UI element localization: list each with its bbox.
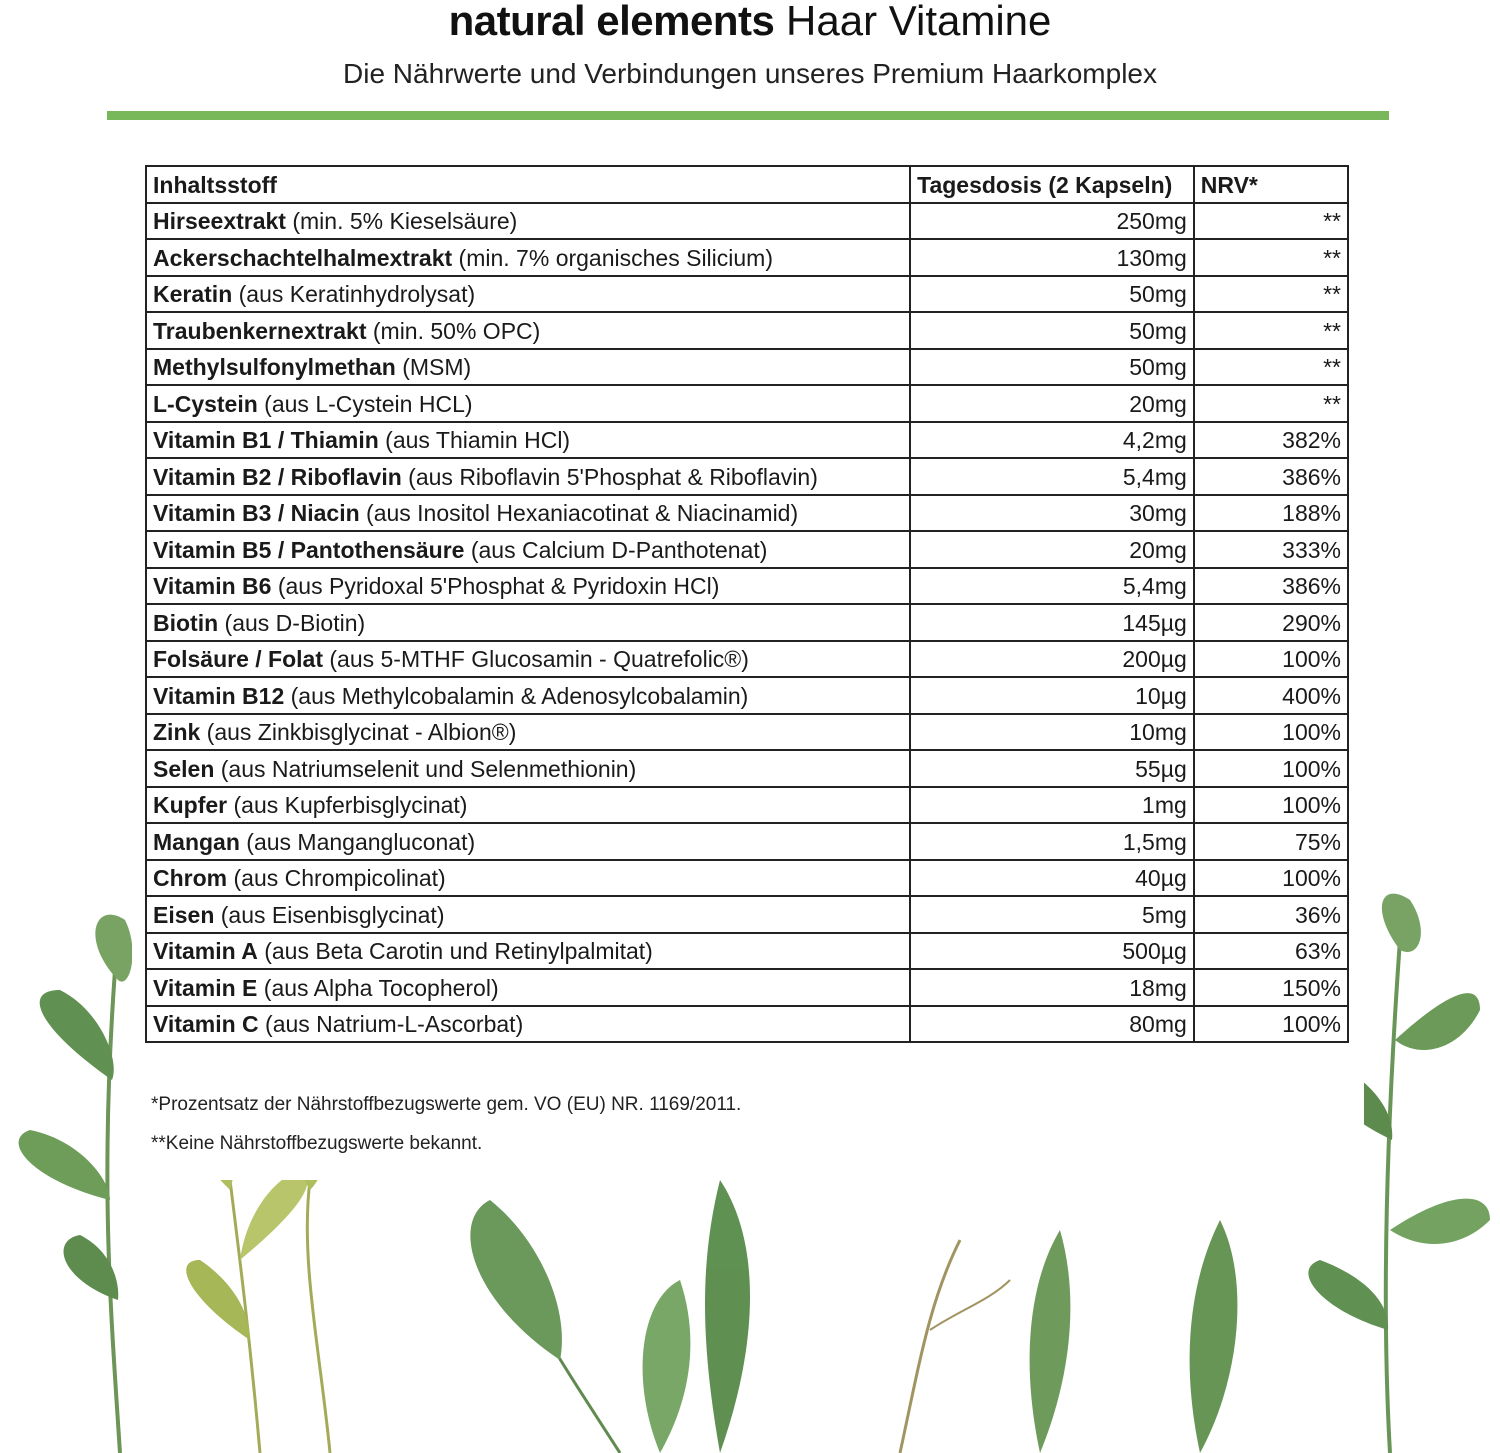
nrv-cell: 386% xyxy=(1194,458,1348,495)
table-row xyxy=(146,458,1348,495)
footnote-nrv: *Prozentsatz der Nährstoffbezugswerte gem. VO (EU) NR. 1169/2011. xyxy=(151,1094,742,1115)
table-row xyxy=(146,677,1348,714)
ingredient-source: (aus Chrompicolinat) xyxy=(227,865,446,891)
ingredient-source: (min. 7% organisches Silicium) xyxy=(452,244,773,271)
table-row xyxy=(146,896,1348,933)
ingredient-cell xyxy=(146,276,910,313)
ingredient-name: Vitamin B2 / Riboflavin xyxy=(153,463,402,490)
nrv-cell: 100% xyxy=(1194,1006,1348,1043)
ingredient-name: Vitamin B5 / Pantothensäure xyxy=(153,536,465,563)
daily-dose-cell: 145µg xyxy=(910,604,1194,641)
ingredient-source: (aus Alpha Tocopherol) xyxy=(257,974,499,1001)
daily-dose-cell: 20mg xyxy=(910,385,1194,422)
ingredient-cell xyxy=(146,750,910,787)
nrv-cell: 333% xyxy=(1194,531,1348,568)
ingredient-cell xyxy=(146,823,910,860)
leaf-branch-left xyxy=(19,915,133,1453)
ingredient-source: (aus Mangangluconat) xyxy=(239,828,476,855)
table-row xyxy=(146,531,1348,568)
ingredient-cell xyxy=(146,422,910,459)
ingredient-name: Keratin xyxy=(153,281,233,307)
accent-divider xyxy=(107,111,1389,120)
daily-dose-cell: 5,4mg xyxy=(910,458,1194,495)
ingredient-source: (aus Beta Carotin und Retinylpalmitat) xyxy=(257,938,653,964)
ingredient-cell xyxy=(146,714,910,751)
ingredient-cell xyxy=(146,677,910,714)
nrv-cell: ** xyxy=(1194,239,1348,276)
nrv-cell: 75% xyxy=(1194,823,1348,860)
ingredient-name: Selen xyxy=(153,755,215,782)
ingredient-name: L-Cystein xyxy=(153,390,258,417)
twig-brown xyxy=(900,1240,1010,1453)
daily-dose-cell: 40µg xyxy=(910,860,1194,897)
ingredient-source: (aus Pyridoxal 5'Phosphat & Pyridoxin HCl) xyxy=(271,573,720,599)
ingredient-source: (aus D-Biotin) xyxy=(218,609,366,636)
column-header-nrv: NRV* xyxy=(1194,166,1348,203)
daily-dose-cell: 20mg xyxy=(910,531,1194,568)
ingredient-source: (aus Inositol Hexaniacotinat & Niacinamid) xyxy=(359,500,799,526)
ingredient-cell xyxy=(146,896,910,933)
footnote-no-nrv: **Keine Nährstoffbezugswerte bekannt. xyxy=(151,1133,483,1154)
daily-dose-cell: 500µg xyxy=(910,933,1194,970)
ingredient-name: Ackerschachtelhalmextrakt xyxy=(153,244,453,271)
ingredient-name: Vitamin B12 xyxy=(153,682,285,709)
column-header-ingredient: Inhaltsstoff xyxy=(146,166,910,203)
ingredient-name: Traubenkernextrakt xyxy=(153,317,367,344)
ingredient-name: Vitamin B1 / Thiamin xyxy=(153,427,379,453)
nrv-cell: ** xyxy=(1194,276,1348,313)
ingredient-source: (aus L-Cystein HCL) xyxy=(257,390,473,417)
daily-dose-cell: 250mg xyxy=(910,203,1194,240)
ingredient-cell xyxy=(146,531,910,568)
nrv-cell: 150% xyxy=(1194,969,1348,1006)
nrv-cell: 36% xyxy=(1194,896,1348,933)
ingredient-cell xyxy=(146,604,910,641)
table-row xyxy=(146,239,1348,276)
table-row xyxy=(146,385,1348,422)
page-title xyxy=(0,0,1500,48)
daily-dose-cell: 30mg xyxy=(910,495,1194,532)
ingredient-source: (aus Methylcobalamin & Adenosylcobalamin) xyxy=(284,682,749,709)
daily-dose-cell: 5,4mg xyxy=(910,568,1194,605)
ingredient-name: Kupfer xyxy=(153,792,228,818)
ingredient-cell xyxy=(146,1006,910,1043)
daily-dose-cell: 10µg xyxy=(910,677,1194,714)
nrv-cell: 100% xyxy=(1194,641,1348,678)
table-row xyxy=(146,969,1348,1006)
nrv-cell: ** xyxy=(1194,385,1348,422)
ingredient-source: (aus Riboflavin 5'Phosphat & Riboflavin) xyxy=(401,463,818,490)
ingredient-source: (aus Keratinhydrolysat) xyxy=(232,281,476,307)
ingredient-cell xyxy=(146,568,910,605)
ingredient-source: (MSM) xyxy=(395,354,472,380)
table-row xyxy=(146,860,1348,897)
nrv-cell: 63% xyxy=(1194,933,1348,970)
ingredient-name: Vitamin B6 xyxy=(153,573,272,599)
table-row xyxy=(146,604,1348,641)
ingredient-name: Mangan xyxy=(153,828,240,855)
leaf-large-center xyxy=(470,1180,750,1453)
ingredient-cell xyxy=(146,385,910,422)
ingredient-cell xyxy=(146,969,910,1006)
daily-dose-cell: 200µg xyxy=(910,641,1194,678)
daily-dose-cell: 5mg xyxy=(910,896,1194,933)
daily-dose-cell: 1mg xyxy=(910,787,1194,824)
daily-dose-cell: 50mg xyxy=(910,349,1194,386)
brand-name: natural elements xyxy=(448,0,775,44)
nrv-cell: ** xyxy=(1194,312,1348,349)
ingredient-name: Methylsulfonylmethan xyxy=(153,354,396,380)
ingredient-source: (aus Kupferbisglycinat) xyxy=(227,792,468,818)
ingredient-name: Vitamin E xyxy=(153,974,258,1001)
daily-dose-cell: 18mg xyxy=(910,969,1194,1006)
nrv-cell: 188% xyxy=(1194,495,1348,532)
nrv-cell: 100% xyxy=(1194,860,1348,897)
ingredient-name: Hirseextrakt xyxy=(153,208,286,234)
nrv-cell: ** xyxy=(1194,349,1348,386)
ingredient-cell xyxy=(146,349,910,386)
daily-dose-cell: 10mg xyxy=(910,714,1194,751)
nrv-cell: ** xyxy=(1194,203,1348,240)
table-row xyxy=(146,823,1348,860)
nrv-cell: 290% xyxy=(1194,604,1348,641)
nrv-cell: 100% xyxy=(1194,750,1348,787)
ingredient-source: (aus Natriumselenit und Selenmethionin) xyxy=(214,755,637,782)
daily-dose-cell: 80mg xyxy=(910,1006,1194,1043)
daily-dose-cell: 1,5mg xyxy=(910,823,1194,860)
ingredient-source: (aus Eisenbisglycinat) xyxy=(214,901,445,928)
nutrition-table xyxy=(145,165,1349,1043)
ingredient-source: (aus Zinkbisglycinat - Albion®) xyxy=(200,719,517,745)
table-row xyxy=(146,422,1348,459)
nrv-cell: 100% xyxy=(1194,714,1348,751)
table-row xyxy=(146,312,1348,349)
ingredient-name: Biotin xyxy=(153,609,219,636)
table-row xyxy=(146,276,1348,313)
ingredient-name: Chrom xyxy=(153,865,228,891)
nrv-cell: 100% xyxy=(1194,787,1348,824)
ingredient-name: Vitamin B3 / Niacin xyxy=(153,500,360,526)
daily-dose-cell: 50mg xyxy=(910,312,1194,349)
table-row xyxy=(146,203,1348,240)
daily-dose-cell: 130mg xyxy=(910,239,1194,276)
table-row xyxy=(146,714,1348,751)
table-row xyxy=(146,349,1348,386)
table-header-row xyxy=(146,166,1348,203)
ingredient-cell xyxy=(146,860,910,897)
ingredient-cell xyxy=(146,641,910,678)
ingredient-name: Vitamin C xyxy=(153,1011,259,1037)
ingredient-cell xyxy=(146,787,910,824)
daily-dose-cell: 4,2mg xyxy=(910,422,1194,459)
ingredient-cell xyxy=(146,458,910,495)
table-row xyxy=(146,495,1348,532)
ingredient-source: (min. 5% Kieselsäure) xyxy=(285,208,518,234)
ingredient-name: Zink xyxy=(153,719,201,745)
page-subtitle: Die Nährwerte und Verbindungen unseres Premium Haarkomplex xyxy=(343,58,1157,89)
ingredient-source: (aus Natrium-L-Ascorbat) xyxy=(258,1011,524,1037)
ingredient-cell xyxy=(146,239,910,276)
ingredient-cell xyxy=(146,312,910,349)
nrv-cell: 386% xyxy=(1194,568,1348,605)
table-row xyxy=(146,568,1348,605)
ingredient-source: (aus 5-MTHF Glucosamin - Quatrefolic®) xyxy=(322,646,749,672)
daily-dose-cell: 50mg xyxy=(910,276,1194,313)
nrv-cell: 382% xyxy=(1194,422,1348,459)
ingredient-source: (aus Thiamin HCl) xyxy=(378,427,571,453)
table-row xyxy=(146,750,1348,787)
column-header-daily-dose: Tagesdosis (2 Kapseln) xyxy=(910,166,1194,203)
daily-dose-cell: 55µg xyxy=(910,750,1194,787)
ingredient-source: (min. 50% OPC) xyxy=(366,317,541,344)
ingredient-name: Vitamin A xyxy=(153,938,258,964)
product-name: Haar Vitamine xyxy=(786,0,1052,44)
table-row xyxy=(146,933,1348,970)
table-row xyxy=(146,787,1348,824)
ingredient-source: (aus Calcium D-Panthotenat) xyxy=(464,536,768,563)
ingredient-name: Eisen xyxy=(153,901,215,928)
ingredient-cell xyxy=(146,203,910,240)
ingredient-cell xyxy=(146,933,910,970)
table-row xyxy=(146,1006,1348,1043)
table-row xyxy=(146,641,1348,678)
ingredient-cell xyxy=(146,495,910,532)
ingredient-name: Folsäure / Folat xyxy=(153,646,323,672)
nrv-cell: 400% xyxy=(1194,677,1348,714)
